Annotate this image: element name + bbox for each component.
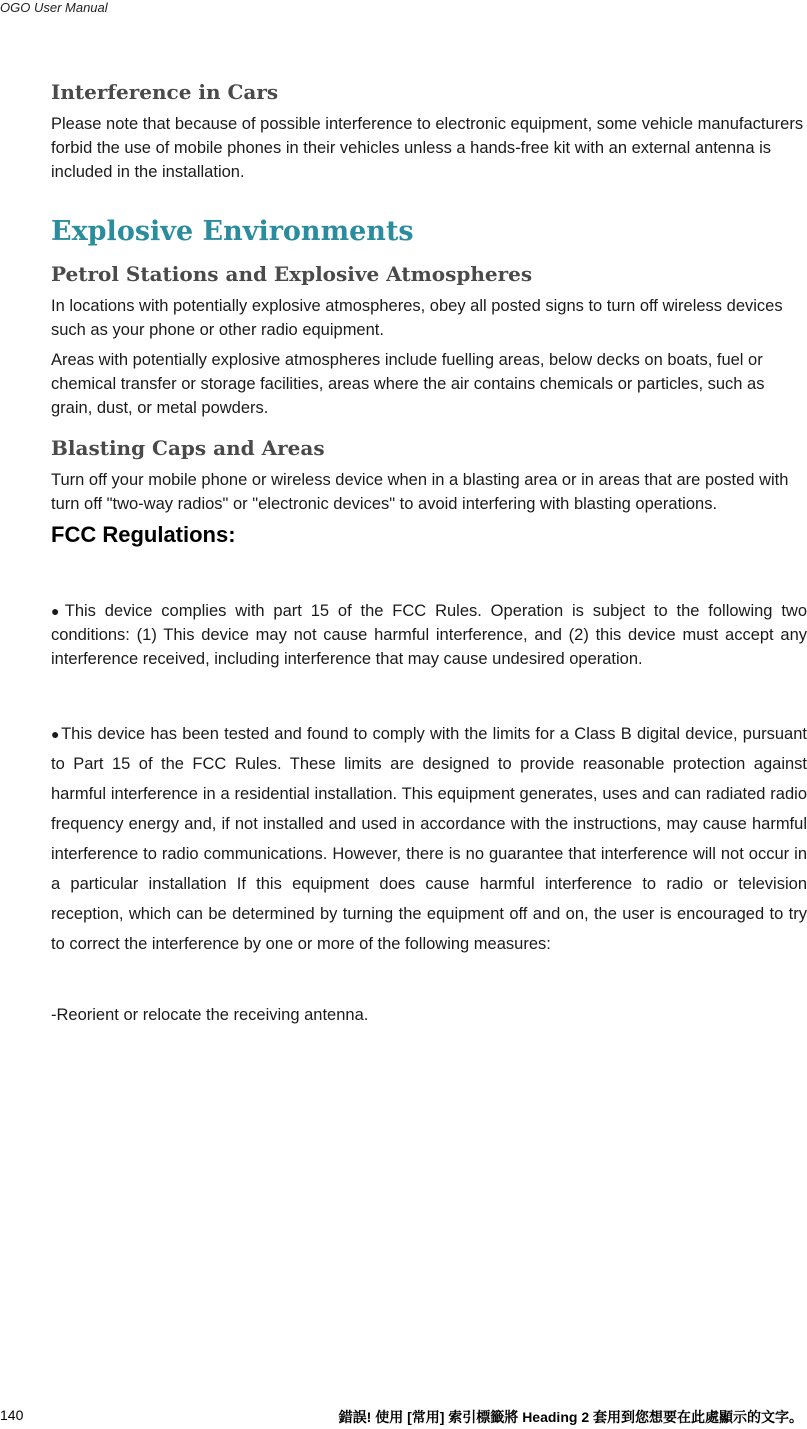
footer-error-text: 錯誤! 使用 [常用] 索引標籤將 Heading 2 套用到您想要在此處顯示的文字。 xyxy=(338,1409,803,1425)
fcc-paragraph-2 xyxy=(51,719,807,959)
fcc-paragraph-1 xyxy=(51,599,807,671)
running-header: OGO User Manual xyxy=(0,0,108,15)
fcc-measure-1: -Reorient or relocate the receiving antenna. xyxy=(51,1005,369,1024)
heading-blasting-caps: Blasting Caps and Areas xyxy=(51,436,325,461)
heading-interference-in-cars: Interference in Cars xyxy=(51,80,279,104)
fcc-paragraph-2-text: This device has been tested and found to comply with the limits for a Class B digital device, pursuant to Part 15 of the FCC Rules. These limits are designed to provide reasonable protection against harmful interference in a residential installation. This equipment generates, uses and can radiated radio frequency energy and, if not installed and used in accordance with the instructions, may cause harmful interference to radio communications. However, there is no guarantee that interference will not occur in a particular installation If this equipment does cause harmful interference to radio or television reception, which can be determined by turning the equipment off and on, the user is encouraged to try to correct the interference by one or more of the following measures: xyxy=(51,724,807,953)
paragraph-petrol-1: In locations with potentially explosive atmospheres, obey all posted signs to turn off wireless devices such as your phone or other radio equipment. xyxy=(51,297,783,340)
heading-explosive-environments: Explosive Environments xyxy=(51,216,414,247)
heading-petrol-stations: Petrol Stations and Explosive Atmospheres xyxy=(51,262,533,287)
paragraph-petrol-2: Areas with potentially explosive atmospheres include fuelling areas, below decks on boats, fuel or chemical transfer or storage facilities, areas where the air contains chemicals or particles, such as grain, dust, or metal powders. xyxy=(51,351,765,418)
bullet-icon: ● xyxy=(51,602,64,619)
bullet-icon: ● xyxy=(51,725,61,742)
page-content xyxy=(51,80,807,1027)
heading-fcc-regulations: FCC Regulations: xyxy=(51,522,236,548)
paragraph-blasting: Turn off your mobile phone or wireless device when in a blasting area or in areas that are posted with turn off "two-way radios" or "electronic devices" to avoid interfering with blasting operations. xyxy=(51,471,789,514)
fcc-paragraph-1-text: This device complies with part 15 of the FCC Rules. Operation is subject to the following two conditions: (1) This device may not cause harmful interference, and (2) this device must accept any interference received, including interference that may cause undesired operation. xyxy=(51,601,807,668)
page-number: 140 xyxy=(0,1407,24,1423)
paragraph-cars: Please note that because of possible interference to electronic equipment, some vehicle manufacturers forbid the use of mobile phones in their vehicles unless a hands-free kit with an external antenna is included in the installation. xyxy=(51,115,804,181)
